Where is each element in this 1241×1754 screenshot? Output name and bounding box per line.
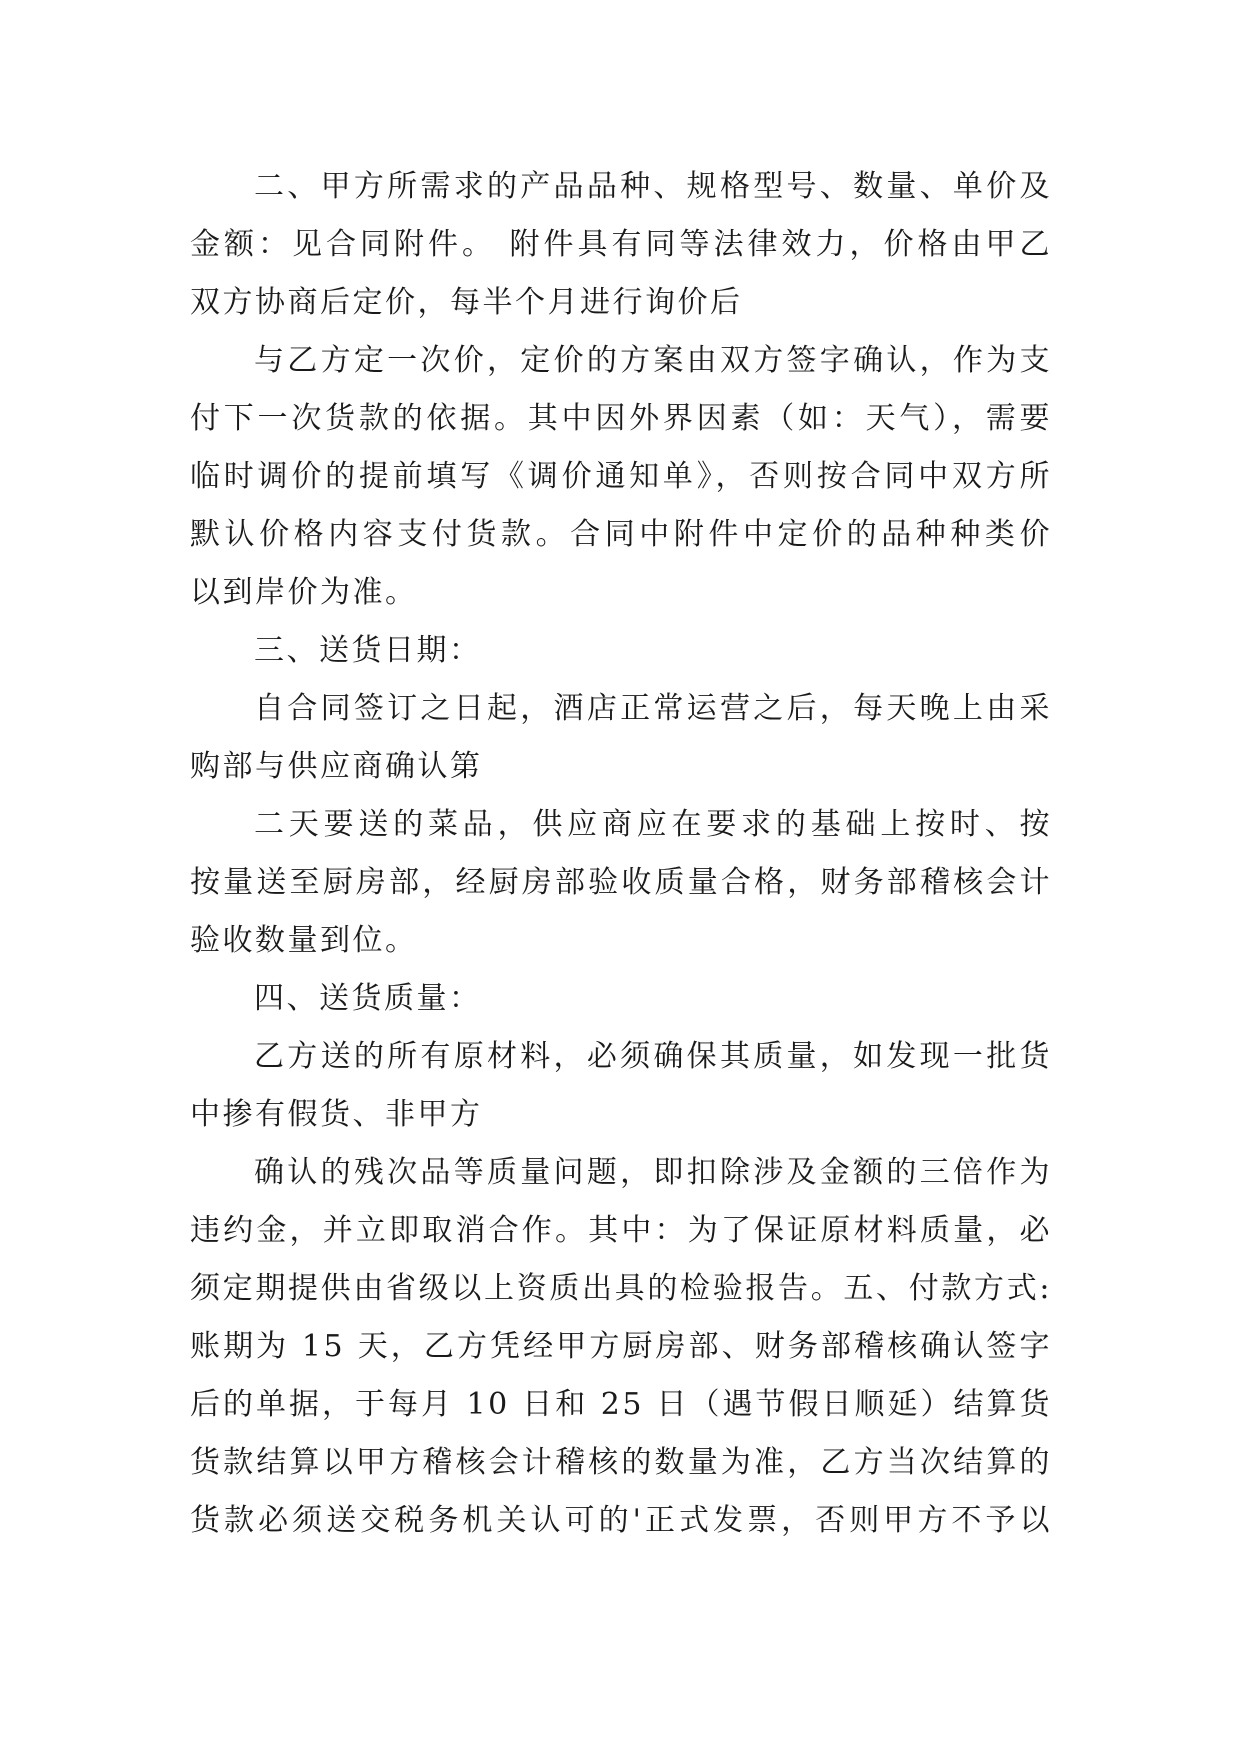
text-line: 账期为 15 天，乙方凭经甲方厨房部、财务部稽核确认签字: [190, 1329, 1052, 1364]
text-line: 金额：见合同附件。 附件具有同等法律效力，价格由甲乙: [190, 227, 1052, 262]
text-line: 货款必须送交税务机关认可的'正式发票，否则甲方不予以: [190, 1503, 1052, 1538]
contract-text-body: [190, 158, 1052, 1550]
text-line: 后的单据，于每月 10 日和 25 日（遇节假日顺延）结算货: [190, 1387, 1052, 1422]
text-line: 验收数量到位。: [190, 923, 418, 958]
text-line: 三、送货日期：: [254, 633, 482, 668]
text-line: 以到岸价为准。: [190, 575, 418, 610]
text-line: 自合同签订之日起，酒店正常运营之后，每天晚上由采: [254, 691, 1052, 726]
text-line: 默认价格内容支付货款。合同中附件中定价的品种种类价: [190, 517, 1052, 552]
text-line: 中掺有假货、非甲方: [190, 1097, 483, 1132]
text-line: 确认的残次品等质量问题，即扣除涉及金额的三倍作为: [254, 1155, 1052, 1190]
text-line: 二、甲方所需求的产品品种、规格型号、数量、单价及: [254, 169, 1052, 204]
text-line: 乙方送的所有原材料，必须确保其质量，如发现一批货: [254, 1039, 1052, 1074]
text-line: 货款结算以甲方稽核会计稽核的数量为准，乙方当次结算的: [190, 1445, 1052, 1480]
text-line: 须定期提供由省级以上资质出具的检验报告。五、付款方式:: [190, 1271, 1052, 1306]
text-line: 购部与供应商确认第: [190, 749, 483, 784]
text-line: 付下一次货款的依据。其中因外界因素（如：天气），需要: [190, 401, 1052, 436]
text-line: 违约金，并立即取消合作。其中：为了保证原材料质量，必: [190, 1213, 1052, 1248]
text-line: 临时调价的提前填写《调价通知单》，否则按合同中双方所: [190, 459, 1052, 494]
text-line: 按量送至厨房部，经厨房部验收质量合格，财务部稽核会计: [190, 865, 1052, 900]
text-line: 双方协商后定价，每半个月进行询价后: [190, 285, 743, 320]
text-line: 二天要送的菜品，供应商应在要求的基础上按时、按: [254, 807, 1052, 842]
text-line: 与乙方定一次价，定价的方案由双方签字确认，作为支: [254, 343, 1052, 378]
text-line: 四、送货质量：: [254, 981, 482, 1016]
